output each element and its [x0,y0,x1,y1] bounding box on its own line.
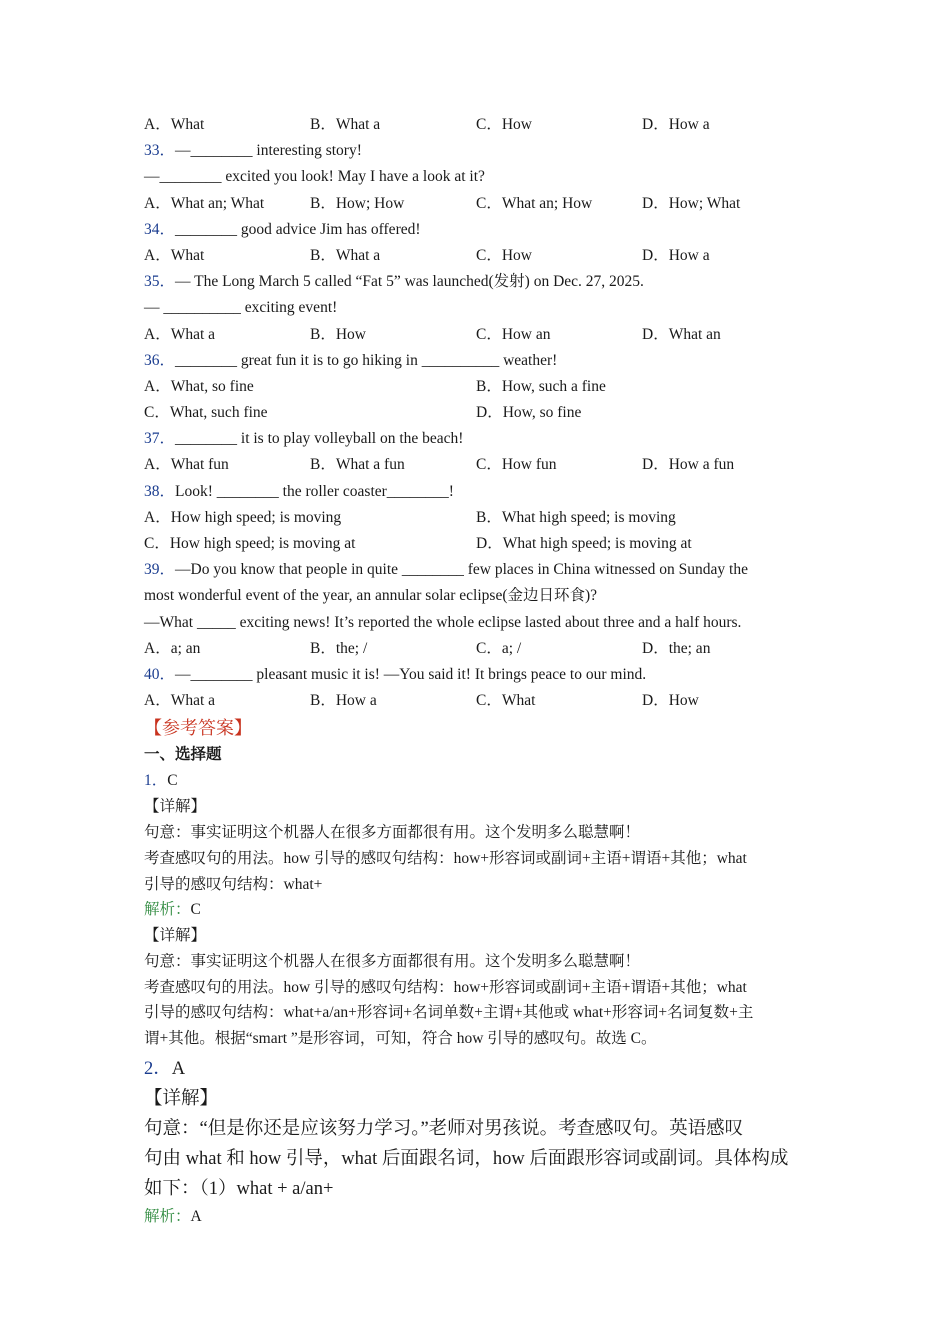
answer-2-analysis [144,1204,814,1230]
q36-number: 36． [144,351,176,369]
q40-options [144,688,814,714]
q40-number: 40． [144,665,176,683]
q35-option-a: A．What a [144,325,216,343]
q32-option-a: A．What [144,116,205,133]
q39-option-b: B．the; / [310,639,368,657]
analysis-label-2: 解析： [144,1208,191,1226]
q37-option-b: B．What a fun [310,456,405,474]
q39-option-a: A．a; an [144,639,201,657]
section-title: 一、选择题 [144,746,222,764]
q35-option-c: C．How an [476,325,551,343]
q34-option-a: A．What [144,246,205,264]
q33-option-c: C．What an; How [476,194,593,212]
q33-option-b: B．How; How [310,194,405,212]
answer-2-line2: 句由 what 和 how 引导，what 后面跟名词，how 后面跟形容词或副词。具体构成 [144,1149,789,1170]
analysis-label: 解析： [144,901,191,919]
q40-option-a: A．What a [144,692,216,710]
q32-option-b: B．What a [310,116,381,133]
q37-line1: ________ it is to play volleyball on the beach! [175,430,464,448]
answer-1-full-line2: 引导的感叹句结构：what+a/an+形容词+名词单数+主谓+其他或 what+形容词+名词复数+主 [144,1004,754,1022]
q35-line2: — __________ exciting event! [144,299,338,317]
q34-option-c: C．How [476,246,532,264]
q36-stem [144,348,814,374]
q34-options [144,243,814,269]
answer-1-full-line1: 考查感叹句的用法。how 引导的感叹句结构：how+形容词或副词+主语+谓语+其他；what [144,978,747,996]
answer-2-value: A [171,1059,186,1080]
q33-options [144,191,814,217]
answer-1-full-line3: 谓+其他。根据“smart ”是形容词，可知，符合 how 引导的感叹句。故选 C。 [144,1030,657,1048]
q37-options [144,452,814,478]
q38-number: 38． [144,482,176,500]
q40-option-b: B．How a [310,692,377,710]
q38-line1: Look! ________ the roller coaster________! [175,482,454,500]
analysis-value: C [190,901,201,919]
q37-number: 37． [144,430,176,448]
q34-option-d: D．How a [642,246,710,264]
answer-1-meaning: 句意：事实证明这个机器人在很多方面都很有用。这个发明多么聪慧啊！ [144,823,641,841]
answer-2-line1: 句意：“但是你还是应该努力学习。”老师对男孩说。考查感叹句。英语感叹 [144,1119,744,1140]
q39-stem [144,557,814,583]
q36-options-row1 [144,374,814,400]
q32-options [144,112,814,138]
q39-option-c: C．a; / [476,639,522,657]
q35-stem [144,269,814,295]
q36-line1: ________ great fun it is to go hiking in __________ weather! [175,351,558,369]
answer-1-value: C [167,772,178,790]
q35-options [144,322,814,348]
q33-line2: —________ excited you look! May I have a look at it? [144,168,485,186]
q35-number: 35． [144,273,176,291]
answer-2 [144,1054,814,1084]
q38-options-row2 [144,531,814,557]
q38-option-a: A．How high speed; is moving [144,508,342,526]
q37-option-d: D．How a fun [642,456,735,474]
q36-option-a: A．What, so fine [144,377,254,395]
q39-line1: —Do you know that people in quite ________ few places in China witnessed on Sunday the [175,561,748,579]
answer-2-detail-tag: 【详解】 [144,1089,219,1110]
q33-number: 33． [144,142,176,160]
q38-option-d: D．What high speed; is moving at [476,535,692,552]
answer-2-number: 2． [144,1059,172,1080]
q33-line1: —________ interesting story! [175,142,362,160]
answer-1-analysis [144,897,814,923]
q37-stem [144,426,814,452]
analysis-value-2: A [190,1208,202,1226]
q39-option-d: D．the; an [642,639,711,657]
answer-1-point-line1: 考查感叹句的用法。how 引导的感叹句结构：how+形容词或副词+主语+谓语+其他；what [144,849,747,867]
q32-option-d: D．How a [642,116,710,133]
answer-1-detail-tag: 【详解】 [144,798,207,816]
answer-1-point-line2: 引导的感叹句结构：what+ [144,875,323,893]
answer-1-number: 1． [144,772,168,790]
q38-option-c: C．How high speed; is moving at [144,535,356,552]
q32-option-c: C．How [476,116,532,133]
q36-options-row2 [144,400,814,426]
q34-number: 34． [144,220,176,238]
q35-line1: — The Long March 5 called “Fat 5” was launched(发射) on Dec. 27, 2025. [175,273,644,291]
q34-line1: ________ good advice Jim has offered! [175,220,421,238]
q38-options-row1 [144,505,814,531]
q39-line3: —What _____ exciting news! It’s reported the whole eclipse lasted about three and a half hours. [144,613,742,631]
q40-option-c: C．What [476,692,536,710]
q36-option-b: B．How, such a fine [476,377,606,395]
q38-stem [144,479,814,505]
answer-2-line3: 如下：（1）what + a/an+ [144,1179,334,1200]
q38-option-b: B．What high speed; is moving [476,508,676,526]
q39-line2: most wonderful event of the year, an annular solar eclipse(金边日环食)? [144,587,598,605]
answer-1-meaning-2: 句意：事实证明这个机器人在很多方面都很有用。这个发明多么聪慧啊！ [144,952,641,970]
q34-option-b: B．What a [310,246,381,264]
q37-option-c: C．How fun [476,456,557,474]
q40-line1: —________ pleasant music it is! —You said it! It brings peace to our mind. [175,665,647,683]
q33-option-d: D．How; What [642,194,741,212]
answer-1-detail-tag-2: 【详解】 [144,927,207,945]
q36-option-d: D．How, so fine [476,404,582,422]
q33-option-a: A．What an; What [144,194,265,212]
answer-1 [144,768,814,794]
q37-option-a: A．What fun [144,456,229,474]
q40-stem [144,662,814,688]
q35-option-b: B．How [310,325,366,343]
q33-stem [144,138,814,164]
q39-number: 39． [144,561,176,579]
q39-options [144,636,814,662]
q35-option-d: D．What an [642,325,721,343]
q34-stem [144,217,814,243]
q36-option-c: C．What, such fine [144,404,268,422]
q40-option-d: D．How [642,692,699,710]
document-page [144,112,814,1230]
answer-key-title: 【参考答案】 [144,718,252,739]
